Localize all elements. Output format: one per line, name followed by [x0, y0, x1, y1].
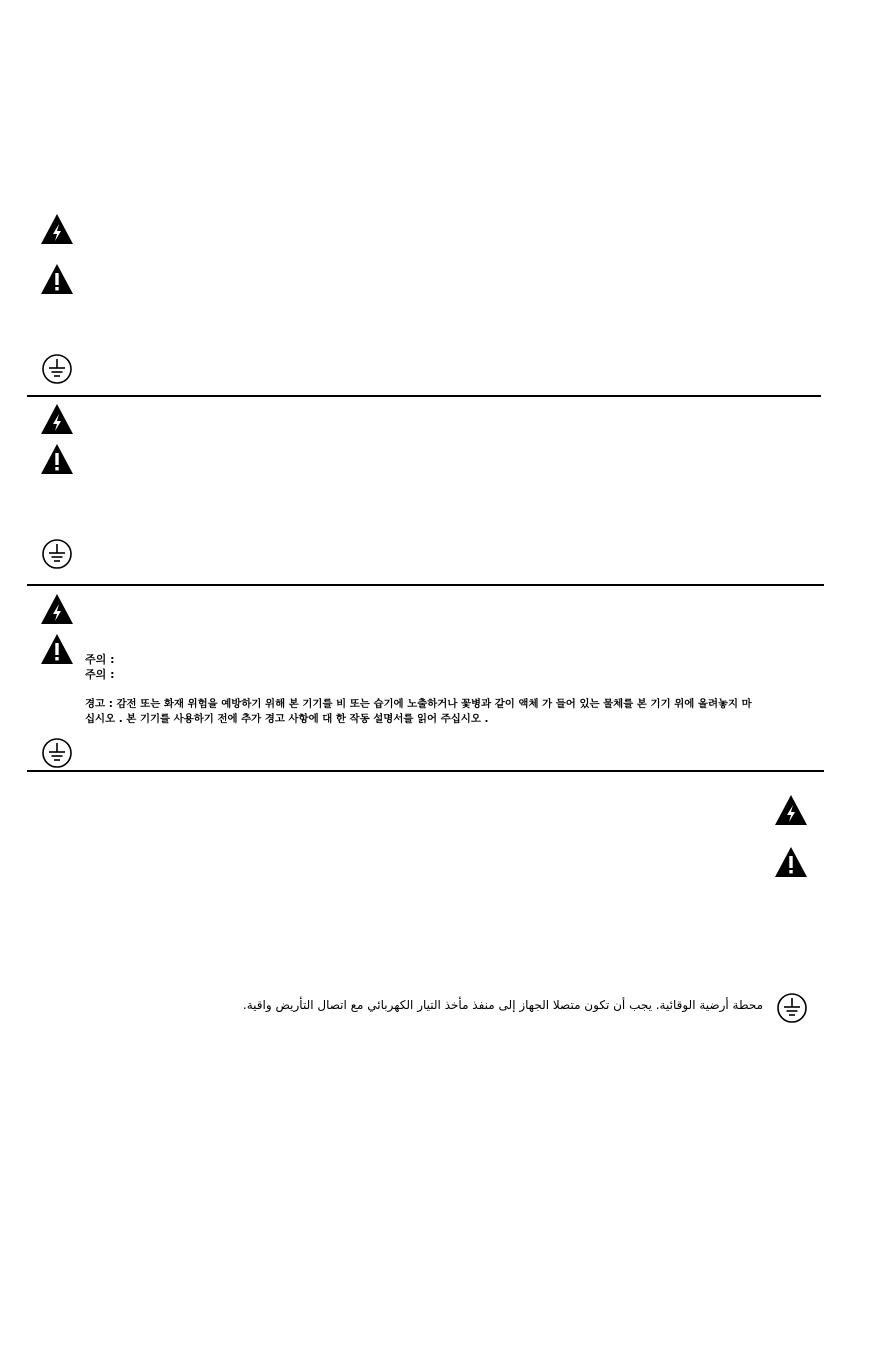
exclamation-warning-icon [40, 442, 74, 476]
divider-1 [27, 395, 821, 397]
protective-ground-icon [40, 736, 74, 770]
warning-text-line-1: 경고 : 감전 또는 화재 위험을 예방하기 위해 본 기기를 비 또는 습기에 노출하거나 꽃병과 같이 액체 가 들어 있는 물체를 본 기기 위에 올려놓지 마 [85, 698, 752, 710]
divider-2 [27, 584, 824, 586]
protective-ground-icon [40, 537, 74, 571]
exclamation-warning-icon [774, 845, 808, 879]
lightning-warning-icon [40, 592, 74, 626]
exclamation-warning-icon [40, 262, 74, 296]
protective-ground-icon [40, 352, 74, 386]
caution-label: 주의 : [85, 653, 115, 666]
warning-text-line-2: 십시오 . 본 기기를 사용하기 전에 추가 경고 사항에 대 한 작동 설명서를 읽어 주십시오 . [85, 713, 489, 725]
divider-3 [27, 770, 824, 772]
ground-instruction-text: محطة أرضية الوقائية. يجب أن تكون متصلا الجهاز إلى منفذ مأخذ التيار الكهربائي مع اتصال التأريض واقية. [242, 998, 763, 1012]
lightning-warning-icon [40, 212, 74, 246]
protective-ground-icon [775, 991, 809, 1025]
lightning-warning-icon [774, 793, 808, 827]
caution-label: 주의 : [85, 668, 115, 681]
lightning-warning-icon [40, 402, 74, 436]
exclamation-warning-icon [40, 632, 74, 666]
